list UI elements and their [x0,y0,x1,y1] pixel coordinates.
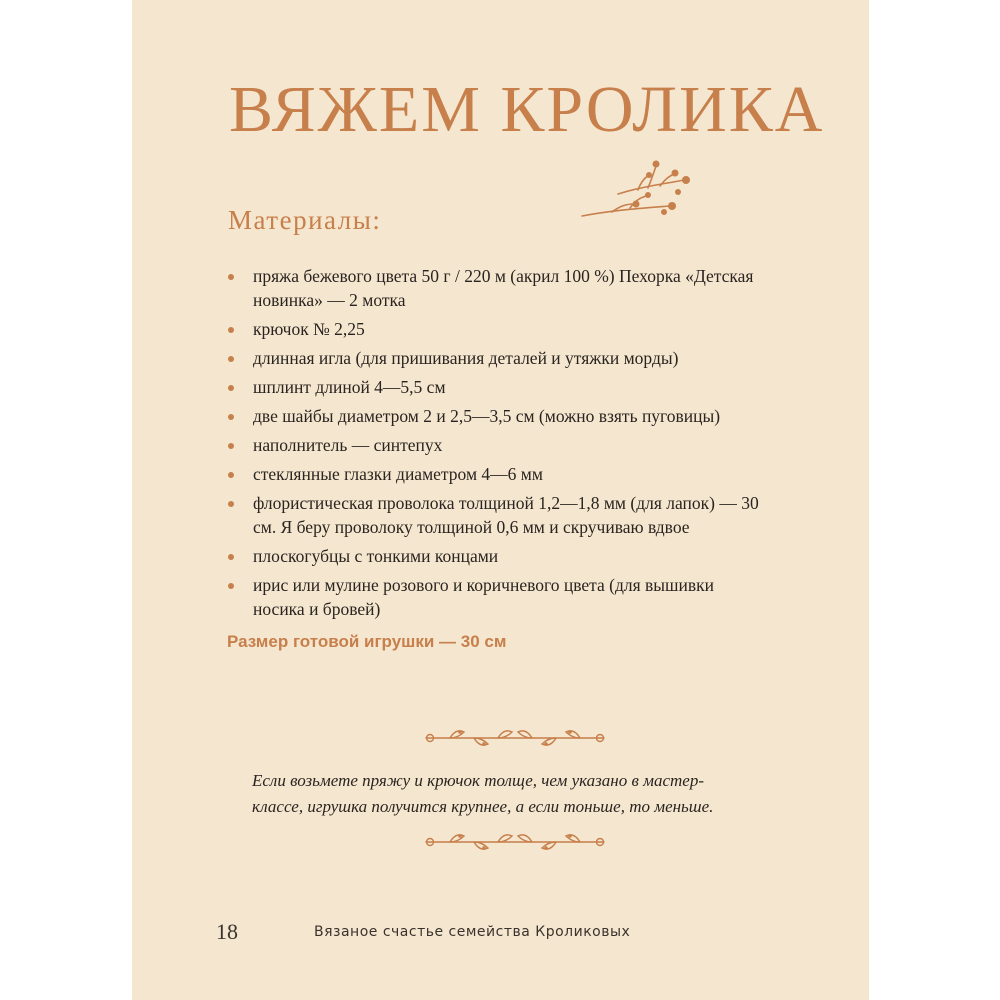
list-item: ирис или мулине розового и коричневого цвета (для вышивки носика и бровей) [227,573,767,621]
list-item: наполнитель — синтепух [227,433,767,457]
page-number: 18 [216,919,238,944]
list-item: стеклянные глазки диаметром 4—6 мм [227,462,767,486]
size-note: Размер готовой игрушки — 30 см [227,632,507,651]
book-title: Вязаное счастье семейства Кроликовых [314,924,631,940]
list-item: шплинт длиной 4—5,5 см [227,375,767,399]
tip-text: Если возьмете пряжу и крючок толще, чем указано в мастер-классе, игрушка получится крупнее, а если тоньше, то меньше. [252,771,714,816]
list-item: крючок № 2,25 [227,317,767,341]
list-item: плоскогубцы с тонкими концами [227,544,767,568]
materials-list [227,264,767,626]
list-item: две шайбы диаметром 2 и 2,5—3,5 см (можно взять пуговицы) [227,404,767,428]
materials-heading: Материалы: [228,205,382,235]
list-item: длинная игла (для пришивания деталей и утяжки морды) [227,346,767,370]
branch-icon [574,150,694,240]
page-title: ВЯЖЕМ КРОЛИКА [229,73,825,146]
book-page [132,0,869,1000]
floral-divider-icon [420,726,610,750]
floral-divider-icon [420,830,610,854]
list-item: пряжа бежевого цвета 50 г / 220 м (акрил 100 %) Пехорка «Детская новинка» — 2 мотка [227,264,767,312]
list-item: флористическая проволока толщиной 1,2—1,8 мм (для лапок) — 30 см. Я беру проволоку толщиной 0,6 мм и скручиваю вдвое [227,491,767,539]
